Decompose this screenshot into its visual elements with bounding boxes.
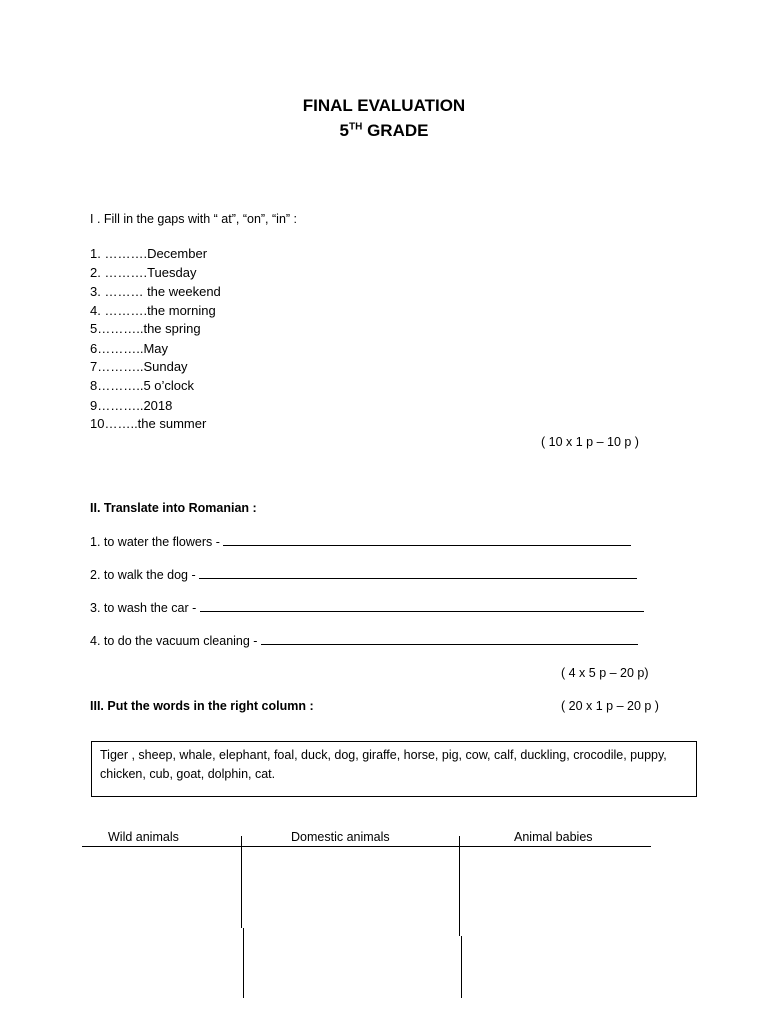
- translate-prompt-2: 2. to walk the dog -: [90, 568, 200, 582]
- translate-prompt-4: 4. to do the vacuum cleaning -: [90, 634, 261, 648]
- gap-item-10: 10……..the summer: [90, 416, 207, 431]
- gap-item-1: 1. ……….December: [90, 246, 208, 261]
- section3-score: ( 20 x 1 p – 20 p ): [561, 699, 659, 713]
- table-header-rule: [82, 846, 651, 847]
- column-divider-1-lower: [243, 928, 244, 998]
- section1-heading: I . Fill in the gaps with “ at”, “on”, “in” :: [90, 212, 298, 226]
- gap-item-4: 4. ……….the morning: [90, 303, 216, 318]
- translate-item-1: [90, 534, 631, 549]
- section3-heading: III. Put the words in the right column :: [90, 699, 314, 713]
- gap-item-9: 9………..2018: [90, 398, 173, 413]
- answer-line-1[interactable]: [223, 534, 631, 546]
- gap-item-6: 6………..May: [90, 341, 169, 356]
- column-header-domestic: Domestic animals: [291, 830, 390, 844]
- grade-superscript: TH: [349, 121, 363, 133]
- answer-line-2[interactable]: [199, 567, 637, 579]
- section2-score: ( 4 x 5 p – 20 p): [561, 666, 649, 680]
- section1-score: ( 10 x 1 p – 10 p ): [541, 435, 639, 449]
- column-divider-2-upper: [459, 836, 460, 936]
- gap-item-8: 8………..5 o’clock: [90, 378, 195, 393]
- translate-item-4: [90, 633, 638, 648]
- gap-item-3: 3. ……… the weekend: [90, 284, 221, 299]
- translate-prompt-1: 1. to water the flowers -: [90, 535, 224, 549]
- translate-prompt-3: 3. to wash the car -: [90, 601, 200, 615]
- answer-line-3[interactable]: [200, 600, 644, 612]
- grade-title: [0, 121, 768, 141]
- translate-item-2: [90, 567, 637, 582]
- column-header-babies: Animal babies: [514, 830, 593, 844]
- answer-line-4[interactable]: [261, 633, 638, 645]
- gap-item-5: 5………..the spring: [90, 321, 201, 336]
- gap-item-2: 2. ……….Tuesday: [90, 265, 197, 280]
- translate-item-3: [90, 600, 644, 615]
- word-bank-text: Tiger , sheep, whale, elephant, foal, duck, dog, giraffe, horse, pig, cow, calf, duckling, crocodile, puppy, chicken, cub, goat, dolphin, cat.: [100, 748, 667, 781]
- document-title: FINAL EVALUATION: [302, 96, 466, 115]
- word-bank-box: [91, 741, 697, 797]
- section2-heading: II. Translate into Romanian :: [90, 501, 257, 515]
- grade-number: 5: [339, 121, 349, 140]
- gap-item-7: 7………..Sunday: [90, 359, 188, 374]
- column-divider-1-upper: [241, 836, 242, 928]
- grade-word: GRADE: [362, 121, 429, 140]
- column-divider-2-lower: [461, 936, 462, 998]
- column-header-wild: Wild animals: [108, 830, 179, 844]
